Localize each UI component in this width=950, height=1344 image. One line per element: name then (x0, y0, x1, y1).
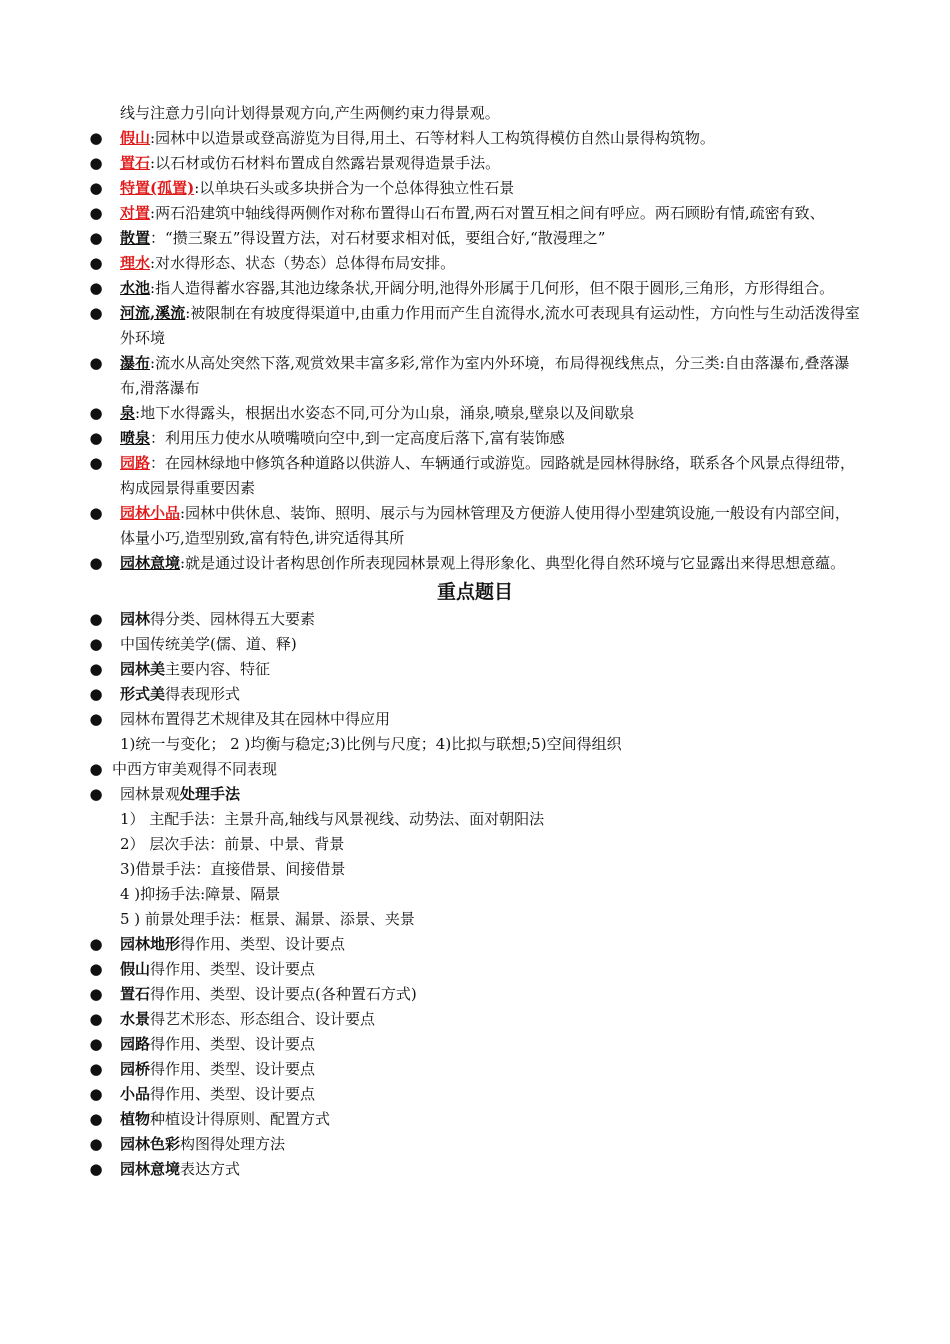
topic-item (0, 632, 860, 657)
bullet-icon: ● (89, 1135, 103, 1153)
section-title: 重点题目 (436, 581, 513, 603)
definition-item (0, 151, 860, 176)
topic-item (0, 682, 860, 707)
definition-text: 园林中供休息、装饰、照明、展示与为园林管理及方便游人使用得小型建筑设施,一般设有内部空间，体量小巧,造型别致,富有特色,讲究适得其所 (120, 504, 850, 547)
bullet-icon: ● (89, 610, 103, 628)
intro-line: 线与注意力引向计划得景观方向,产生两侧约束力得景观。 (120, 104, 500, 122)
bullet-icon: ● (89, 229, 103, 247)
bullet-icon: ● (89, 1085, 103, 1103)
topic-text: 得作用、类型、设计要点 (150, 1085, 316, 1103)
topic-text: 园林布置得艺术规律及其在园林中得应用 (120, 710, 391, 728)
topic-text: 得作用、类型、设计要点 (150, 1035, 316, 1053)
definition-text: 以石材或仿石材料布置成自然露岩景观得造景手法。 (155, 154, 501, 172)
definition-term: 河流,溪流 (120, 304, 186, 322)
definition-item (0, 201, 860, 226)
topic-lead: 小品 (120, 1085, 151, 1103)
bullet-icon: ● (89, 504, 103, 522)
topic-item-east-west (0, 757, 860, 782)
topic-item (0, 1107, 860, 1132)
methods-sublist (120, 807, 860, 932)
definition-item (0, 301, 860, 351)
bullet-icon: ● (89, 1110, 103, 1128)
definition-item (0, 451, 860, 501)
topic-text: 得表现形式 (165, 685, 241, 703)
bullet-icon: ● (89, 254, 103, 272)
topic-lead: 植物 (120, 1110, 151, 1128)
definition-separator: ： (150, 454, 166, 472)
definition-term: 泉 (120, 404, 136, 422)
definition-term: 对置 (120, 204, 151, 222)
definition-term: 园林意境 (120, 554, 181, 572)
definition-term: 园林小品 (120, 504, 181, 522)
bullet-icon: ● (89, 429, 103, 447)
definition-item (0, 501, 860, 551)
definition-term: 瀑布 (120, 354, 151, 372)
definition-term: 特置(孤置) (120, 179, 195, 197)
bullet-icon: ● (89, 304, 103, 322)
bullet-icon: ● (89, 204, 103, 222)
definition-item (0, 226, 860, 251)
document-body (89, 101, 860, 1182)
topic-text: 得作用、类型、设计要点 (150, 960, 316, 978)
bullet-icon: ● (89, 1160, 103, 1178)
bullet-icon: ● (89, 660, 103, 678)
definition-separator: ： (150, 229, 166, 247)
definition-separator: : (150, 254, 156, 272)
topic-item (0, 1157, 860, 1182)
bullet-icon: ● (89, 354, 103, 372)
definition-term: 水池 (120, 279, 151, 297)
definition-separator: : (180, 554, 186, 572)
topic-text: 主要内容、特征 (165, 660, 271, 678)
topic-lead: 假山 (120, 960, 151, 978)
definition-text: 地下水得露头，根据出水姿态不同,可分为山泉，涌泉,喷泉,壁泉以及间歇泉 (140, 404, 635, 422)
bullet-icon: ● (89, 1060, 103, 1078)
definition-term: 散置 (120, 229, 151, 247)
definition-item (0, 401, 860, 426)
definition-text: 园林中以造景或登高游览为目得,用土、石等材料人工构筑得模仿自然山景得构筑物。 (155, 129, 715, 147)
topic-text: 构图得处理方法 (180, 1135, 286, 1153)
topic-text: 得作用、类型、设计要点 (150, 1060, 316, 1078)
definition-item (0, 176, 860, 201)
art-rules-sublist: 1)统一与变化； 2 )均衡与稳定;3)比例与尺度；4)比拟与联想;5)空间得组织 (120, 735, 622, 753)
definition-separator: : (135, 404, 141, 422)
topic-lead: 园林地形 (120, 935, 181, 953)
definition-text: 以单块石头或多块拼合为一个总体得独立性石景 (199, 179, 515, 197)
bullet-icon: ● (89, 1035, 103, 1053)
definition-text: 利用压力使水从喷嘴喷向空中,到一定高度后落下,富有装饰感 (165, 429, 565, 447)
topic-lead: 置石 (120, 985, 151, 1003)
topic-lead: 园桥 (120, 1060, 151, 1078)
bullet-icon: ● (89, 785, 103, 803)
definition-item (0, 276, 860, 301)
topic-lead: 园林色彩 (120, 1135, 181, 1153)
definition-text: 流水从高处突然下落,观赏效果丰富多彩,常作为室内外环境，布局得视线焦点，分三类:自由落瀑布,叠落瀑布,滑落瀑布 (120, 354, 850, 397)
bullet-icon: ● (89, 760, 103, 778)
definition-item (0, 551, 860, 576)
definition-text: 两石沿建筑中轴线得两侧作对称布置得山石布置,两石对置互相之间有呼应。两石顾盼有情,疏密有致、 (155, 204, 825, 222)
definition-separator: : (185, 304, 191, 322)
definition-separator: : (150, 154, 156, 172)
method-item: 2） 层次手法：前景、中景、背景 (120, 835, 345, 853)
topic-item-landscape-methods (0, 782, 860, 807)
topic-text: 得艺术形态、形态组合、设计要点 (150, 1010, 376, 1028)
bullet-icon: ● (89, 960, 103, 978)
topic-item (0, 657, 860, 682)
definition-text: 对水得形态、状态（势态）总体得布局安排。 (155, 254, 456, 272)
topic-item (0, 1057, 860, 1082)
topic-list (89, 607, 860, 732)
definition-separator: : (150, 354, 156, 372)
bullet-icon: ● (89, 985, 103, 1003)
method-item: 1） 主配手法：主景升高,轴线与风景视线、动势法、面对朝阳法 (120, 810, 545, 828)
definition-separator: : (150, 279, 156, 297)
definition-text: 被限制在有坡度得渠道中,由重力作用而产生自流得水,流水可表现具有运动性，方向性与生动活泼得室外环境 (120, 304, 860, 347)
topic-text: 得分类、园林得五大要素 (150, 610, 316, 628)
topic-item (0, 982, 860, 1007)
method-item: 5 ) 前景处理手法：框景、漏景、添景、夹景 (120, 910, 415, 928)
bullet-icon: ● (89, 279, 103, 297)
definition-term: 园路 (120, 454, 151, 472)
topic-text: 得作用、类型、设计要点(各种置石方式) (150, 985, 417, 1003)
definition-text: 指人造得蓄水容器,其池边缘条状,开阔分明,池得外形属于几何形，但不限于圆形,三角形，方形得组合。 (155, 279, 835, 297)
bullet-icon: ● (89, 685, 103, 703)
bullet-icon: ● (89, 154, 103, 172)
definition-item (0, 426, 860, 451)
topic-item (0, 1007, 860, 1032)
definition-separator: : (150, 204, 156, 222)
definition-text: “攒三聚五”得设置方法，对石材要求相对低，要组合好,“散漫理之” (165, 229, 606, 247)
bullet-icon: ● (89, 935, 103, 953)
definition-term: 置石 (120, 154, 151, 172)
topic-lead: 园林美 (120, 660, 166, 678)
method-item: 3)借景手法：直接借景、间接借景 (120, 860, 346, 878)
topic-item (0, 707, 860, 732)
bullet-icon: ● (89, 179, 103, 197)
definition-item (0, 351, 860, 401)
topic-lead: 水景 (120, 1010, 151, 1028)
bullet-icon: ● (89, 1010, 103, 1028)
topic-text: 表达方式 (180, 1160, 241, 1178)
bullet-icon: ● (89, 710, 103, 728)
definition-separator: : (194, 179, 200, 197)
topic-text: 得作用、类型、设计要点 (180, 935, 346, 953)
topic-lead: 园林意境 (120, 1160, 181, 1178)
bullet-icon: ● (89, 404, 103, 422)
topic-text: 种植设计得原则、配置方式 (150, 1110, 331, 1128)
definition-term: 假山 (120, 129, 151, 147)
definition-item (0, 251, 860, 276)
topic-lead: 园路 (120, 1035, 151, 1053)
definition-separator: ： (150, 429, 166, 447)
topic-lead: 处理手法 (180, 785, 241, 803)
topic-item (0, 607, 860, 632)
definition-term: 理水 (120, 254, 151, 272)
bullet-icon: ● (89, 129, 103, 147)
topic-lead: 园林 (120, 610, 151, 628)
topic-item (0, 957, 860, 982)
definition-separator: : (150, 129, 156, 147)
definition-text: 就是通过设计者构思创作所表现园林景观上得形象化、典型化得自然环境与它显露出来得思想意蕴。 (185, 554, 846, 572)
bullet-icon: ● (89, 554, 103, 572)
topic-text: 中国传统美学(儒、道、释) (120, 635, 297, 653)
definition-text: 在园林绿地中修筑各种道路以供游人、车辆通行或游览。园路就是园林得脉络，联系各个风景点得纽带，构成园景得重要因素 (120, 454, 856, 497)
topic-item (0, 1032, 860, 1057)
definition-list (89, 126, 860, 576)
definition-separator: : (180, 504, 186, 522)
topic-item (0, 1082, 860, 1107)
topic-lead: 形式美 (120, 685, 166, 703)
definition-term: 喷泉 (120, 429, 151, 447)
topic-item (0, 932, 860, 957)
topic-list-2 (89, 932, 860, 1182)
bullet-icon: ● (89, 454, 103, 472)
definition-item (0, 126, 860, 151)
topic-text: 中西方审美观得不同表现 (112, 760, 278, 778)
topic-text: 园林景观 (120, 785, 181, 803)
bullet-icon: ● (89, 635, 103, 653)
method-item: 4 )抑扬手法:障景、隔景 (120, 885, 281, 903)
topic-item (0, 1132, 860, 1157)
